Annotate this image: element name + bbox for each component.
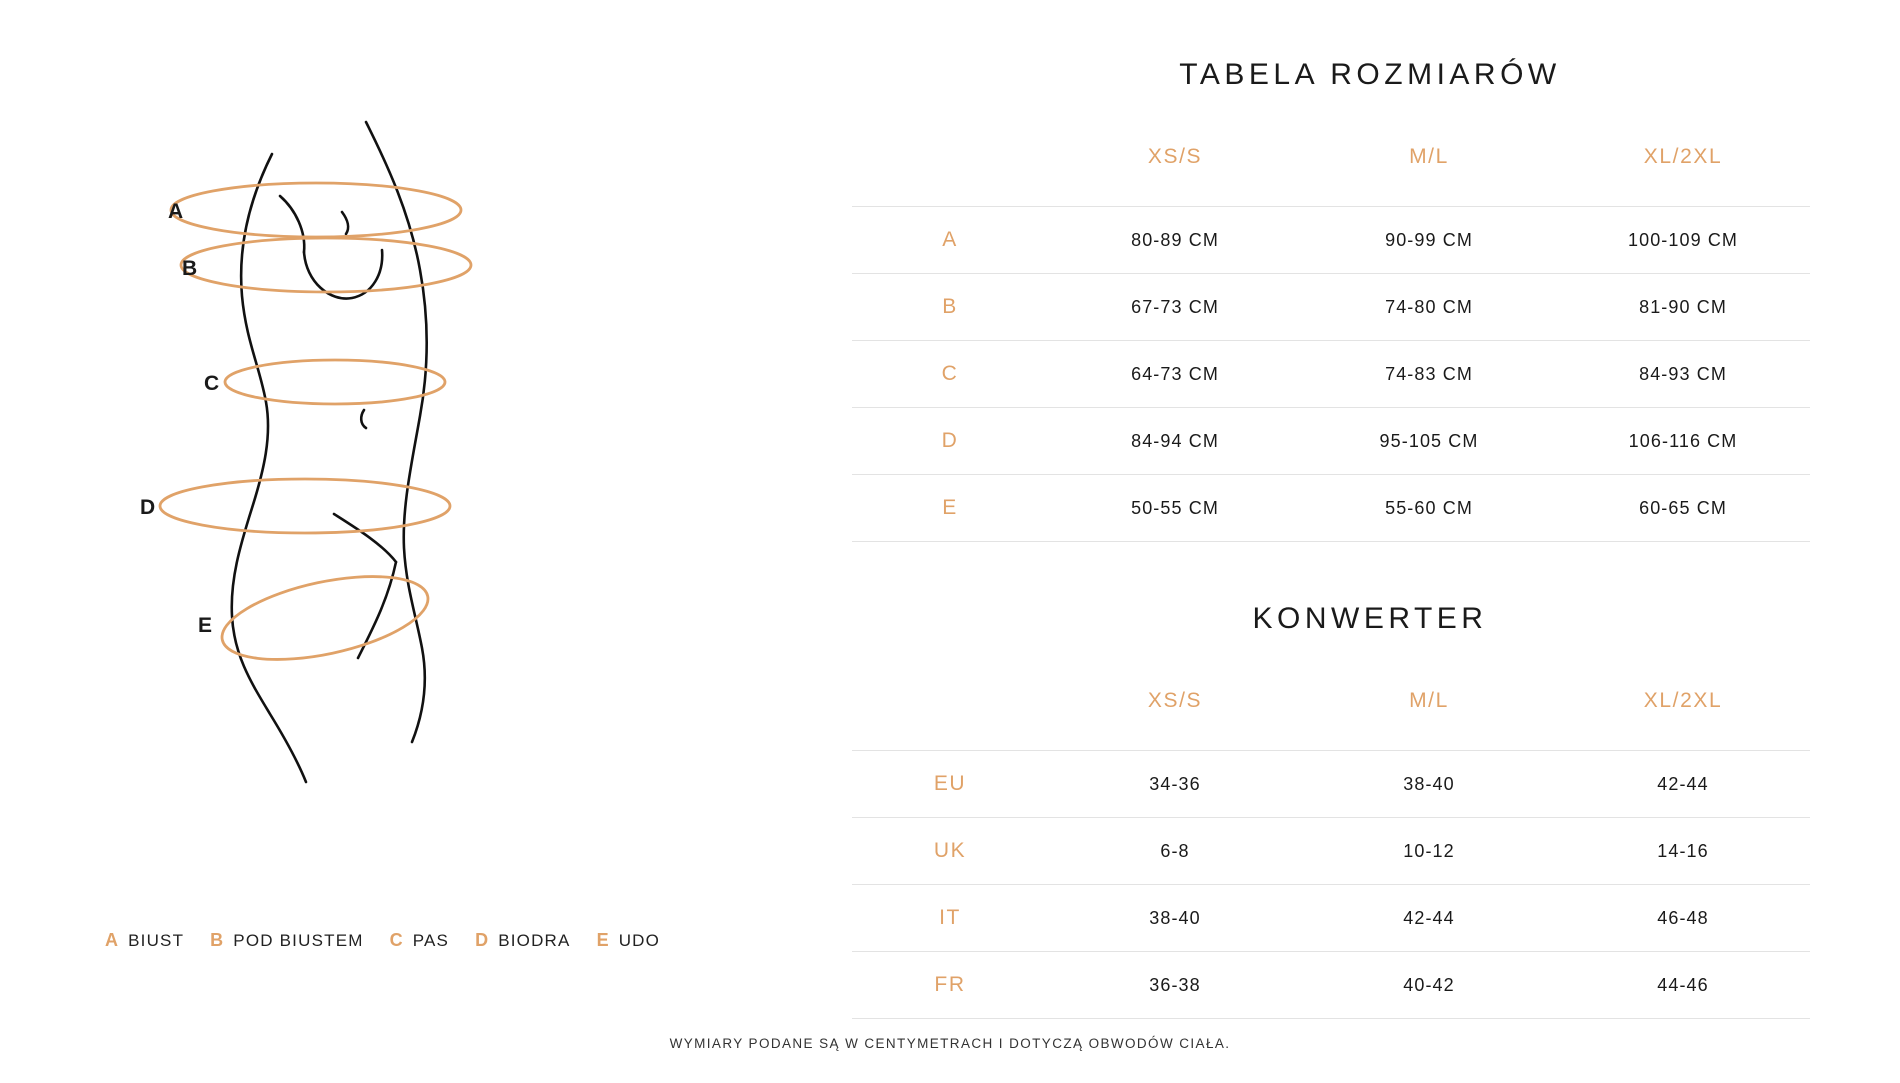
table-cell: 34-36 [1149,773,1201,794]
table-cell: 67-73 CM [1131,296,1219,317]
footnote: WYMIARY PODANE SĄ W CENTYMETRACH I DOTYCZĄ OBWODÓW CIAŁA. [669,1036,1231,1051]
row-label: C [941,362,959,385]
table-row [852,207,1810,274]
table-cell: 81-90 CM [1639,296,1727,317]
marker-c: C [204,372,220,395]
table-cell: 84-93 CM [1639,363,1727,384]
table-row [852,885,1810,952]
body-figure [120,110,740,850]
column-header-m-l: M/L [1409,689,1449,712]
table-cell: 46-48 [1657,907,1709,928]
legend-letter: C [389,930,404,950]
legend-item [390,930,449,951]
size-table-title: TABELA ROZMIARÓW [1179,58,1561,91]
table-cell: 44-46 [1657,974,1709,995]
table-cell: 60-65 CM [1639,497,1727,518]
table-cell: 64-73 CM [1131,363,1219,384]
row-label: FR [934,973,966,996]
table-row [852,274,1810,341]
legend-item [597,930,661,951]
table-cell: 10-12 [1403,840,1455,861]
table-cell: 38-40 [1403,773,1455,794]
table-cell: 84-94 CM [1131,430,1219,451]
table-cell: 90-99 CM [1385,229,1473,250]
legend-letter: D [475,930,490,950]
table-cell: 6-8 [1160,840,1190,861]
row-label: A [942,228,958,251]
legend-letter: E [596,930,610,950]
column-header-xs-s: XS/S [1147,145,1203,168]
column-header [852,670,1048,751]
table-cell: 106-116 CM [1628,430,1738,451]
size-table [852,126,1810,542]
marker-b: B [182,257,198,280]
legend-letter: A [105,930,120,950]
column-header-xl-2xl: XL/2XL [1643,689,1723,712]
table-cell: 14-16 [1657,840,1709,861]
table-cell: 80-89 CM [1131,229,1219,250]
row-label: B [942,295,958,318]
row-label: IT [939,906,961,929]
table-cell: 50-55 CM [1131,497,1219,518]
table-cell: 42-44 [1403,907,1455,928]
legend-item [475,930,571,951]
legend [105,930,660,951]
table-cell: 74-80 CM [1385,296,1473,317]
table-cell: 40-42 [1403,974,1455,995]
table-header-row [852,670,1810,751]
table-row [852,952,1810,1019]
legend-label: BIUST [128,931,185,950]
table-row [852,475,1810,542]
legend-label: UDO [618,931,661,950]
table-row [852,751,1810,818]
table-cell: 100-109 CM [1627,229,1739,250]
column-header [852,126,1048,207]
legend-label: POD BIUSTEM [233,931,364,950]
marker-d: D [140,496,156,519]
legend-label: PAS [412,931,450,950]
table-cell: 42-44 [1657,773,1709,794]
legend-letter: B [210,930,225,950]
table-row [852,818,1810,885]
marker-e: E [198,614,213,637]
table-row [852,408,1810,475]
column-header-xl-2xl: XL/2XL [1643,145,1723,168]
marker-a: A [168,200,184,223]
illustration-pane [0,0,830,1083]
legend-item [105,930,184,951]
row-label: UK [933,839,967,862]
column-header-xs-s: XS/S [1147,689,1203,712]
legend-label: BIODRA [498,931,571,950]
table-header-row [852,126,1810,207]
table-cell: 38-40 [1149,907,1201,928]
tables-pane [830,0,1900,1083]
table-cell: 36-38 [1149,974,1201,995]
table-row [852,341,1810,408]
column-header-m-l: M/L [1409,145,1449,168]
row-label: E [942,496,958,519]
table-cell: 74-83 CM [1385,363,1473,384]
converter-table-title: KONWERTER [1252,602,1488,635]
row-label: D [941,429,959,452]
converter-table [852,670,1810,1019]
table-cell: 95-105 CM [1379,430,1479,451]
table-cell: 55-60 CM [1385,497,1473,518]
row-label: EU [933,772,967,795]
legend-item [210,930,363,951]
